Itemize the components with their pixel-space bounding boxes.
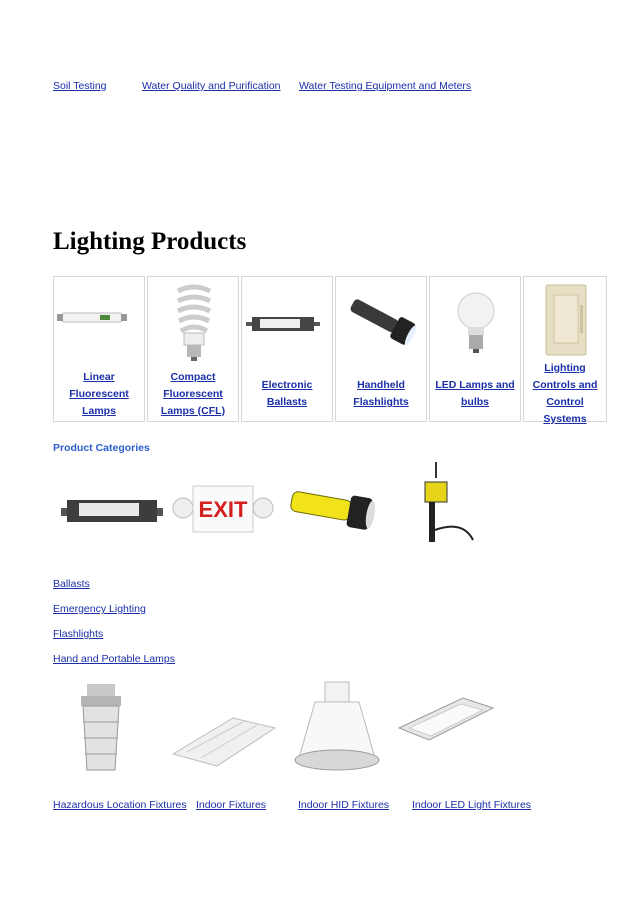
soil-testing-link[interactable]: Soil Testing bbox=[53, 80, 107, 92]
portable-work-lamp-icon bbox=[425, 462, 473, 542]
water-quality-link[interactable]: Water Quality and Purification bbox=[142, 80, 281, 92]
cfl-bulb-icon bbox=[148, 277, 238, 365]
hazardous-fixture-icon bbox=[81, 684, 121, 770]
product-label[interactable]: LED Lamps and bulbs bbox=[435, 379, 515, 408]
svg-text:EXIT: EXIT bbox=[198, 497, 248, 522]
hid-high-bay-fixture-icon bbox=[295, 682, 379, 770]
product-label[interactable]: Linear Fluorescent Lamps bbox=[69, 370, 129, 417]
product-label[interactable]: Compact Fluorescent Lamps (CFL) bbox=[160, 370, 226, 417]
product-card-led[interactable] bbox=[429, 276, 521, 422]
product-label[interactable]: Lighting Controls and Control Systems bbox=[532, 362, 598, 425]
product-label[interactable]: Electronic Ballasts bbox=[261, 379, 313, 408]
led-panel-fixture-icon bbox=[399, 698, 493, 740]
flashlight-icon bbox=[289, 485, 377, 531]
product-card-controls[interactable] bbox=[523, 276, 607, 425]
category-images bbox=[53, 460, 513, 570]
linear-fluorescent-tube-icon bbox=[54, 277, 144, 365]
fixture-images bbox=[53, 678, 533, 788]
product-label[interactable]: Handheld Flashlights bbox=[353, 379, 409, 408]
product-card-cfl[interactable] bbox=[147, 276, 239, 422]
category-link-emergency[interactable]: Emergency Lighting bbox=[53, 603, 146, 615]
category-link-hand-portable[interactable]: Hand and Portable Lamps bbox=[53, 653, 175, 665]
electronic-ballast-icon bbox=[242, 277, 332, 365]
fixture-link-indoor-led[interactable]: Indoor LED Light Fixtures bbox=[412, 799, 532, 811]
page-title: Lighting Products bbox=[53, 228, 247, 255]
led-bulb-icon bbox=[430, 277, 520, 365]
product-card-flashlights[interactable] bbox=[335, 276, 427, 422]
product-card-linear[interactable] bbox=[53, 276, 145, 422]
handheld-flashlight-icon bbox=[336, 277, 426, 365]
fixture-link-indoor-hid[interactable]: Indoor HID Fixtures bbox=[298, 799, 390, 811]
product-categories-heading: Product Categories bbox=[53, 442, 150, 454]
water-testing-equipment-link[interactable]: Water Testing Equipment and Meters bbox=[299, 80, 472, 92]
fixture-link-hazardous[interactable]: Hazardous Location Fixtures bbox=[53, 799, 187, 811]
category-link-flashlights[interactable]: Flashlights bbox=[53, 628, 104, 640]
ballast-icon bbox=[61, 500, 163, 522]
indoor-troffer-fixture-icon bbox=[173, 718, 275, 766]
fixture-link-indoor[interactable]: Indoor Fixtures bbox=[196, 799, 267, 811]
product-card-ballasts[interactable] bbox=[241, 276, 333, 422]
emergency-exit-sign-icon bbox=[173, 486, 273, 532]
dimmer-switch-icon bbox=[524, 277, 606, 365]
category-link-ballasts[interactable]: Ballasts bbox=[53, 578, 90, 590]
